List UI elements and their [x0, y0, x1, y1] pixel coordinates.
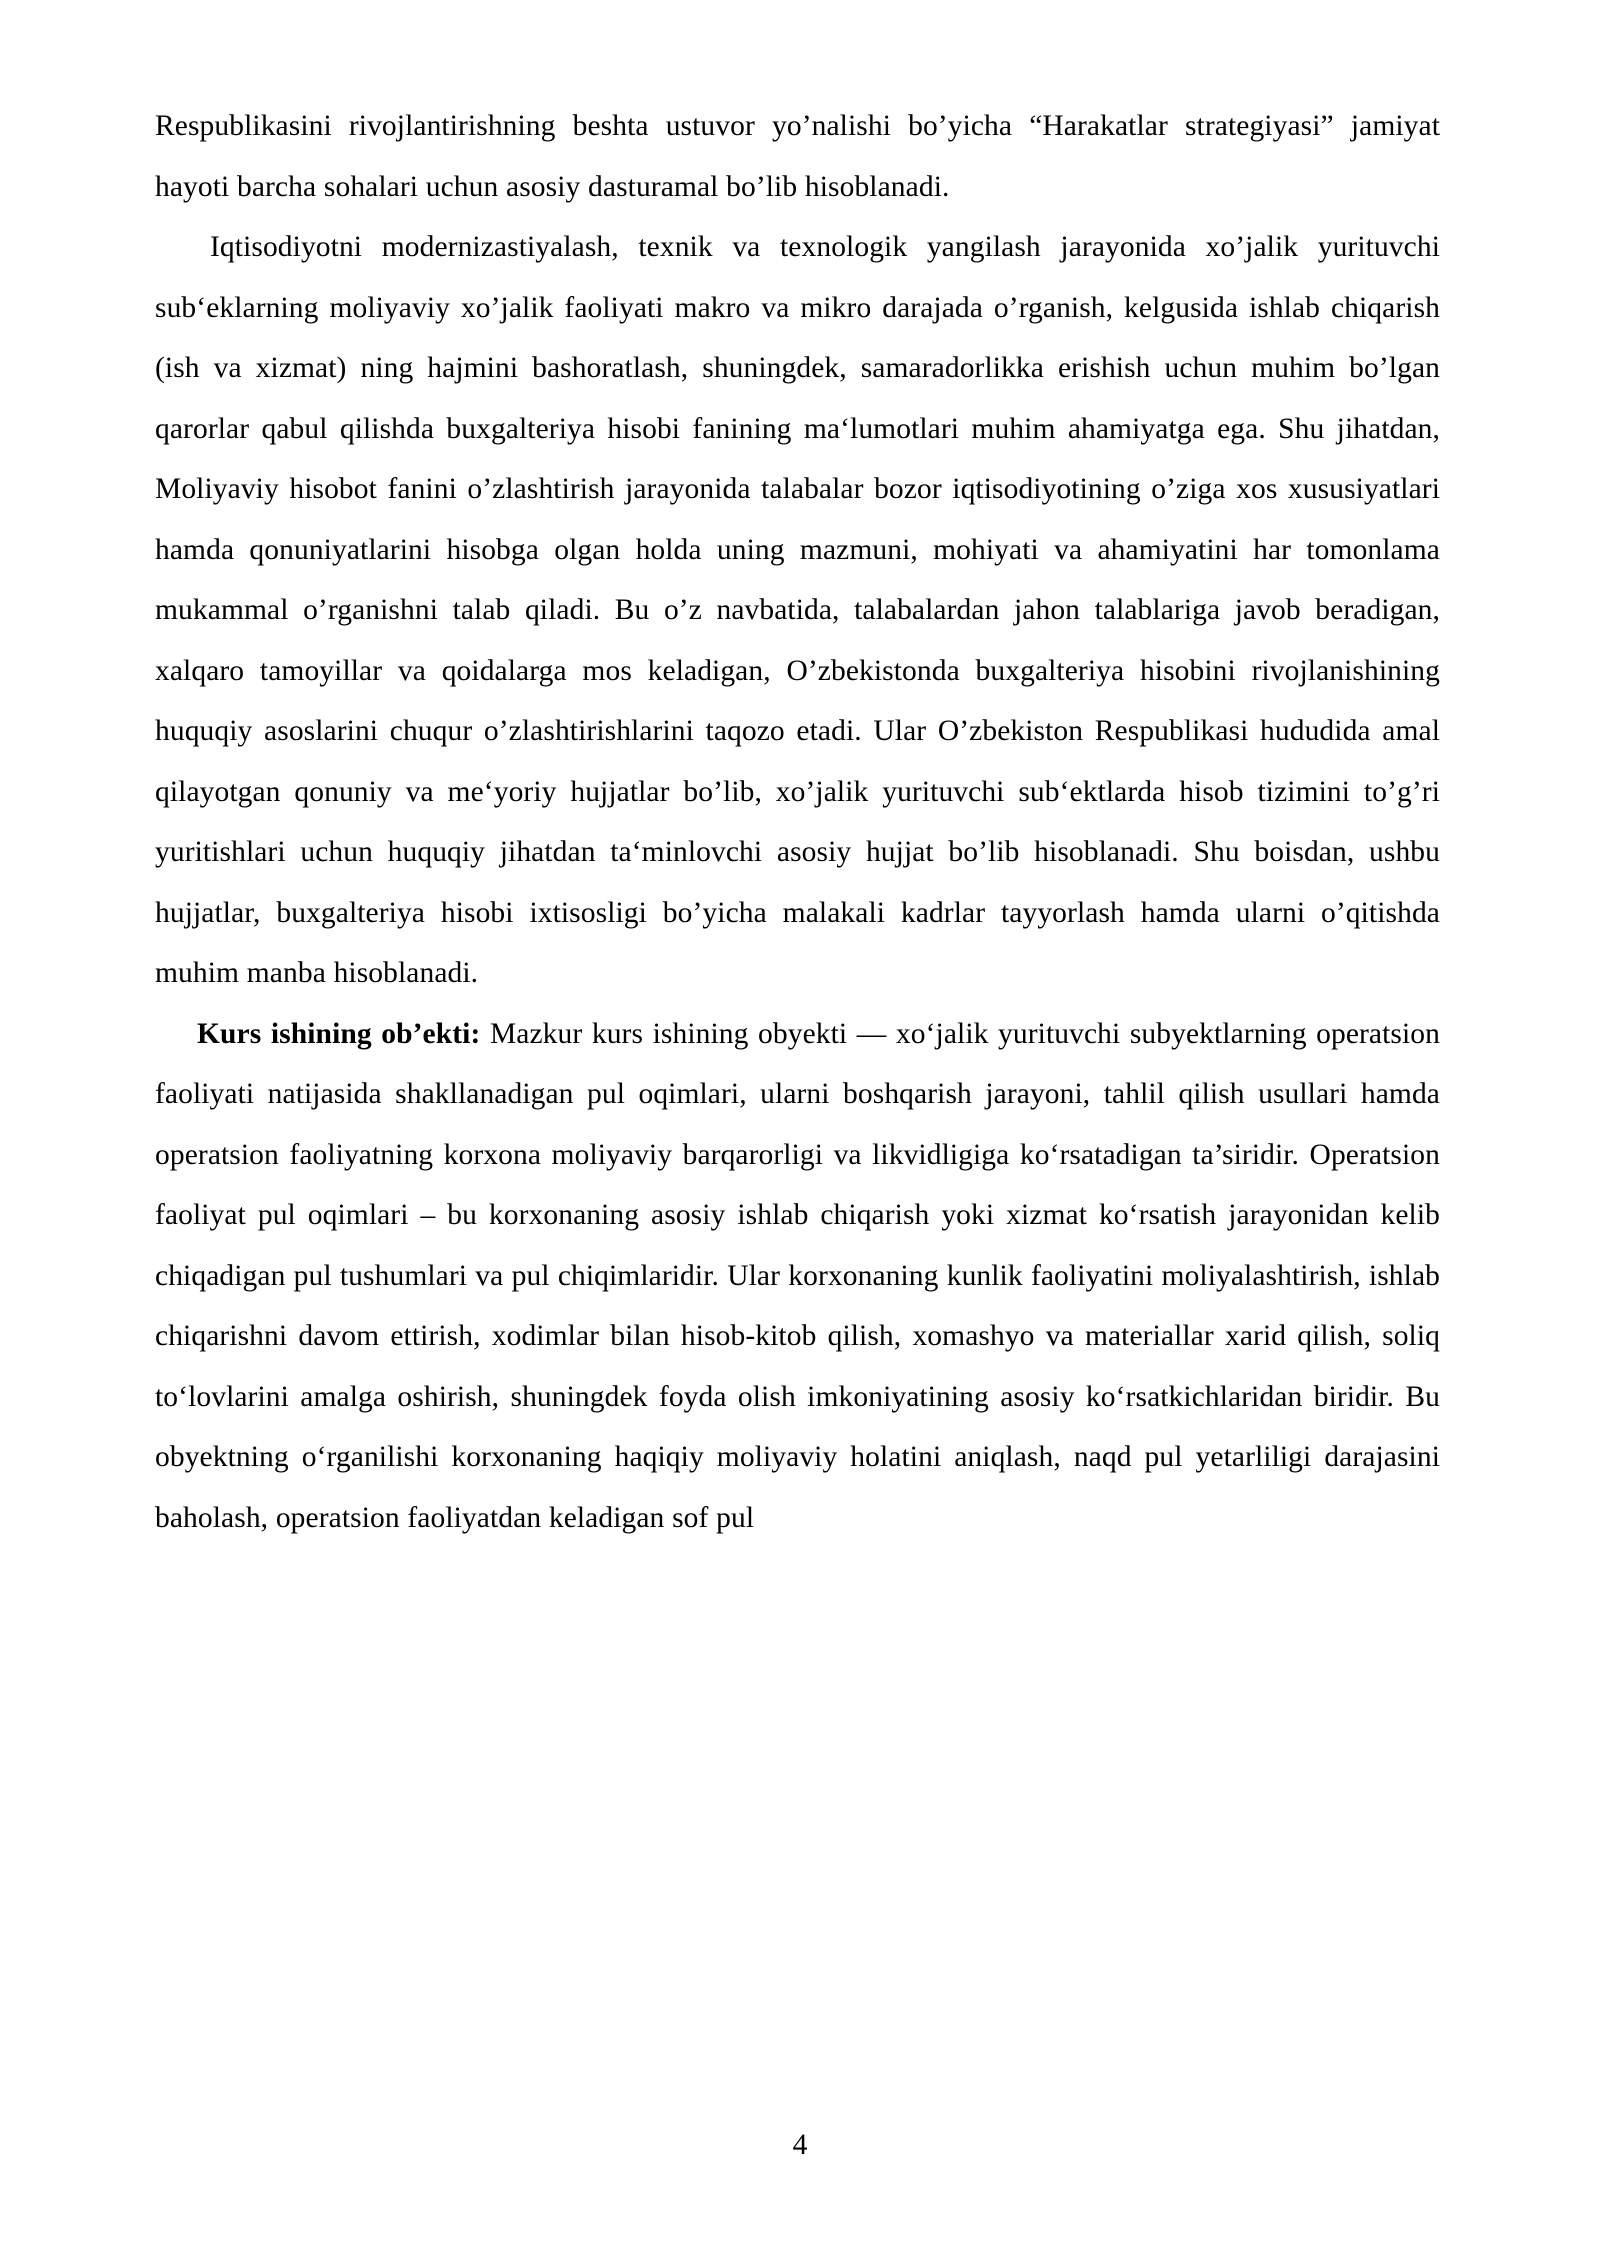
- page-number: 4: [792, 2129, 808, 2161]
- paragraph-economy-modernization: Iqtisodiyotni modernizastiyalash, texnik va texnologik yangilash jarayonida xo’jalik yurituvchi sub‘eklarning moliyaviy xo’jalik faoliyati makro va mikro darajada o’rganish, kelgusida ishlab chiqarish (ish va xizmat) ning hajmini bashoratlash, shuningdek, samaradorlikka erishish uchun muhim bo’lgan qarorlar qabul qilishda buxgalteriya hisobi fanining ma‘lumotlari muhim ahamiyatga ega. Shu jihatdan, Moliyaviy hisobot fanini o’zlashtirish jarayonida talabalar bozor iqtisodiyotining o’ziga xos xususiyatlari hamda qonuniyatlarini hisobga olgan holda uning mazmuni, mohiyati va ahamiyatini har tomonlama mukammal o’rganishni talab qiladi. Bu o’z navbatida, talabalardan jahon talablariga javob beradigan, xalqaro tamoyillar va qoidalarga mos keladigan, O’zbekistonda buxgalteriya hisobini rivojlanishining huquqiy asoslarini chuqur o’zlashtirishlarini taqozo etadi. Ular O’zbekiston Respublikasi hududida amal qilayotgan qonuniy va me‘yoriy hujjatlar bo’lib, xo’jalik yurituvchi sub‘ektlarda hisob tizimini to’g’ri yuritishlari uchun huquqiy jihatdan ta‘minlovchi asosiy hujjat bo’lib hisoblanadi. Shu boisdan, ushbu hujjatlar, buxgalteriya hisobi ixtisosligi bo’yicha malakali kadrlar tayyorlash hamda ularni o’qitishda muhim manba hisoblanadi.: [155, 231, 1440, 989]
- page-body: [155, 96, 1440, 1548]
- course-object-body: Mazkur kurs ishining obyekti — xo‘jalik yurituvchi subyektlarning operatsion faoliyati natijasida shakllanadigan pul oqimlari, ularni boshqarish jarayoni, tahlil qilish usullari hamda operatsion faoliyatning korxona moliyaviy barqarorligi va likvidligiga ko‘rsatadigan ta’siridir. Operatsion faoliyat pul oqimlari – bu korxonaning asosiy ishlab chiqarish yoki xizmat ko‘rsatish jarayonidan kelib chiqadigan pul tushumlari va pul chiqimlaridir. Ular korxonaning kunlik faoliyatini moliyalashtirish, ishlab chiqarishni davom ettirish, xodimlar bilan hisob-kitob qilish, xomashyo va materiallar xarid qilish, soliq to‘lovlarini amalga oshirish, shuningdek foyda olish imkoniyatining asosiy ko‘rsatkichlaridan biridir. Bu obyektning o‘rganilishi korxonaning haqiqiy moliyaviy holatini aniqlash, naqd pul yetarliligi darajasini baholash, operatsion faoliyatdan keladigan sof pul: [155, 1017, 1441, 1534]
- paragraph-continuation: Respublikasini rivojlantirishning beshta ustuvor yo’nalishi bo’yicha “Harakatlar strategiyasi” jamiyat hayoti barcha sohalari uchun asosiy dasturamal bo’lib hisoblanadi.: [155, 110, 1440, 203]
- course-object-heading: Kurs ishining ob’ekti:: [197, 1017, 481, 1050]
- paragraph-course-object: [155, 1004, 1440, 1549]
